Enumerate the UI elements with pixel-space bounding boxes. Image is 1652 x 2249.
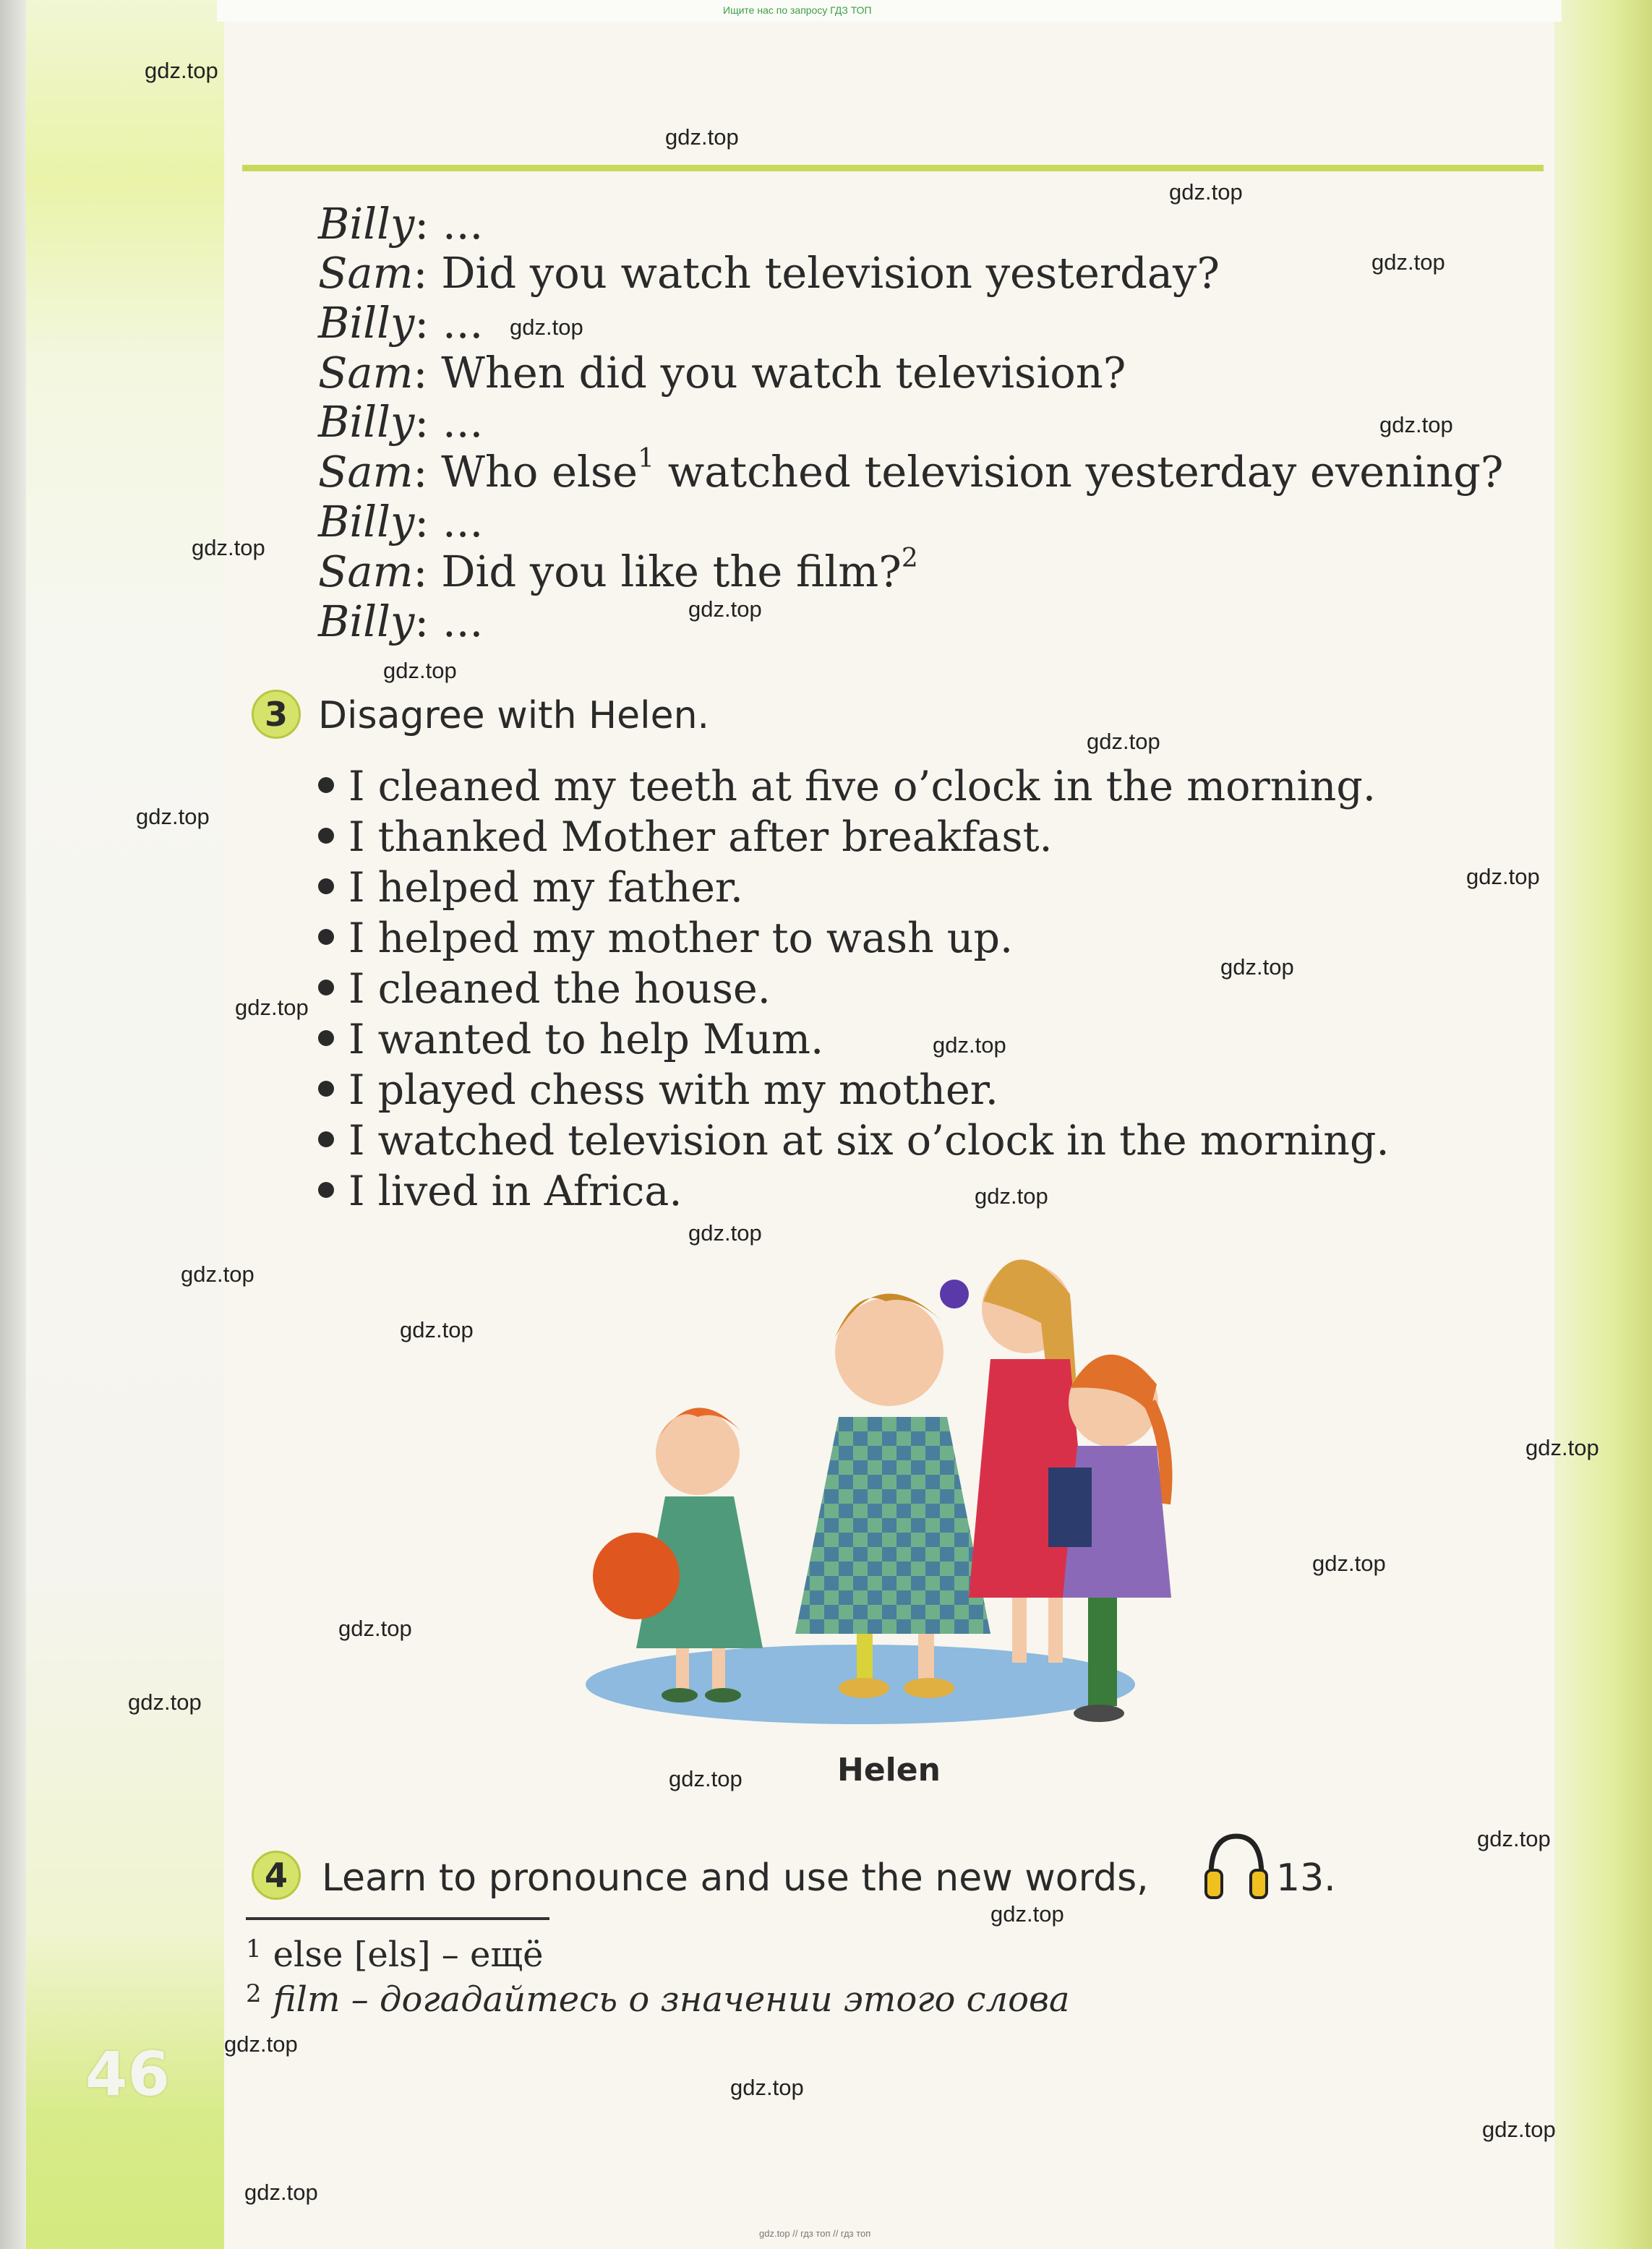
dialog-line: Sam: Who else$^1$ watched television yesterday evening? (318, 444, 1504, 497)
list-item: I watched television at six o’clock in the morning. (318, 1117, 1390, 1165)
watermark: gdz.top (1169, 179, 1243, 205)
list-item: I cleaned my teeth at five o’clock in the morning. (318, 763, 1376, 810)
dialog-line: Billy: ... (318, 199, 484, 249)
header-rule (242, 165, 1544, 171)
list-item: I thanked Mother after breakfast. (318, 813, 1053, 861)
illustration-caption: Helen (837, 1752, 941, 1789)
speaker: Billy (318, 497, 415, 547)
watermark: gdz.top (400, 1317, 474, 1342)
task-number-badge: 4 (252, 1851, 301, 1900)
headphones-icon (1200, 1833, 1272, 1901)
dialog-line: Billy: ... (318, 298, 484, 348)
page-gutter (0, 0, 26, 2249)
footnote-rule (246, 1917, 549, 1920)
dialog-line: Sam: Did you watch television yesterday? (318, 248, 1220, 298)
watermark: gdz.top (235, 995, 309, 1020)
bullet-icon (318, 878, 334, 894)
page-number: 46 (85, 2039, 170, 2109)
speaker: Sam (318, 547, 414, 596)
speaker: Billy (318, 298, 415, 348)
watermark: gdz.top (128, 1689, 202, 1715)
bullet-icon (318, 1081, 334, 1097)
speaker: Billy (318, 596, 415, 646)
speaker: Sam (318, 447, 414, 497)
bullet-icon (318, 1182, 334, 1198)
dialog-line: Billy: ... (318, 596, 484, 646)
task-title: Learn to pronounce and use the new words, (322, 1856, 1149, 1900)
watermark: gdz.top (975, 1183, 1048, 1209)
helen-figure (795, 1280, 990, 1698)
watermark: gdz.top (730, 2075, 804, 2100)
list-item: I helped my mother to wash up. (318, 914, 1013, 962)
dialog-line: Billy: ... (318, 397, 484, 447)
task-number-badge: 3 (252, 690, 301, 739)
dialog-line: Billy: ... (318, 497, 484, 547)
top-margin (217, 0, 1562, 22)
speaker: Billy (318, 397, 415, 447)
watermark: gdz.top (224, 2031, 298, 2057)
right-margin-band (1554, 0, 1652, 2249)
watermark: gdz.top (1525, 1435, 1599, 1460)
left-margin-band (0, 0, 224, 2249)
watermark: gdz.top (1379, 412, 1453, 437)
watermark: gdz.top (1466, 864, 1540, 889)
watermark: gdz.top (510, 314, 583, 340)
watermark: gdz.top (669, 1766, 742, 1791)
footnote: $^2$ film – догадайтесь о значении этого слова (246, 1979, 1070, 2020)
watermark: gdz.top (383, 658, 457, 683)
bullet-icon (318, 828, 334, 844)
footnote-ref: 2 (901, 544, 918, 573)
list-item: I helped my father. (318, 864, 743, 912)
bullet-icon (318, 777, 334, 793)
list-item: I played chess with my mother. (318, 1066, 998, 1114)
audio-track-number: 13. (1276, 1856, 1336, 1900)
dialog-line: Sam: When did you watch television? (318, 348, 1126, 398)
watermark: gdz.top (688, 596, 762, 622)
watermark: gdz.top (990, 1901, 1064, 1927)
watermark: gdz.top (933, 1032, 1006, 1058)
dialog-line: Sam: Did you like the film?$^2$ (318, 544, 918, 596)
watermark: gdz.top (688, 1220, 762, 1246)
watermark: gdz.top (1087, 729, 1160, 754)
list-item: I wanted to help Mum. (318, 1016, 823, 1063)
speaker: Sam (318, 348, 414, 398)
children-illustration (549, 1215, 1272, 1735)
top-note: Ищите нас по запросу ГДЗ ТОП (723, 4, 872, 16)
watermark: gdz.top (1477, 1826, 1551, 1851)
list-item: I lived in Africa. (318, 1168, 682, 1215)
speaker: Billy (318, 199, 415, 249)
watermark: gdz.top (1482, 2117, 1556, 2142)
bullet-icon (318, 929, 334, 945)
bullet-icon (318, 1131, 334, 1147)
watermark: gdz.top (1312, 1551, 1386, 1576)
watermark: gdz.top (338, 1616, 412, 1641)
watermark: gdz.top (136, 804, 210, 829)
footnote: $^1$ else [els] – ещё (246, 1935, 544, 1975)
watermark: gdz.top (665, 124, 739, 150)
watermark: gdz.top (1371, 249, 1445, 275)
watermark: gdz.top (192, 535, 265, 560)
watermark: gdz.top (181, 1261, 254, 1287)
bullet-icon (318, 1030, 334, 1046)
watermark: gdz.top (1220, 954, 1294, 980)
tall-girl-figure (969, 1259, 1092, 1663)
watermark: gdz.top (244, 2180, 318, 2205)
watermark: gdz.top (145, 58, 218, 83)
task-title: Disagree with Helen. (318, 694, 710, 737)
list-item: I cleaned the house. (318, 965, 771, 1013)
footnote-ref: 1 (638, 444, 654, 474)
bullet-icon (318, 980, 334, 995)
bottom-note: gdz.top // гдз топ // гдз топ (759, 2228, 871, 2239)
speaker: Sam (318, 248, 414, 298)
